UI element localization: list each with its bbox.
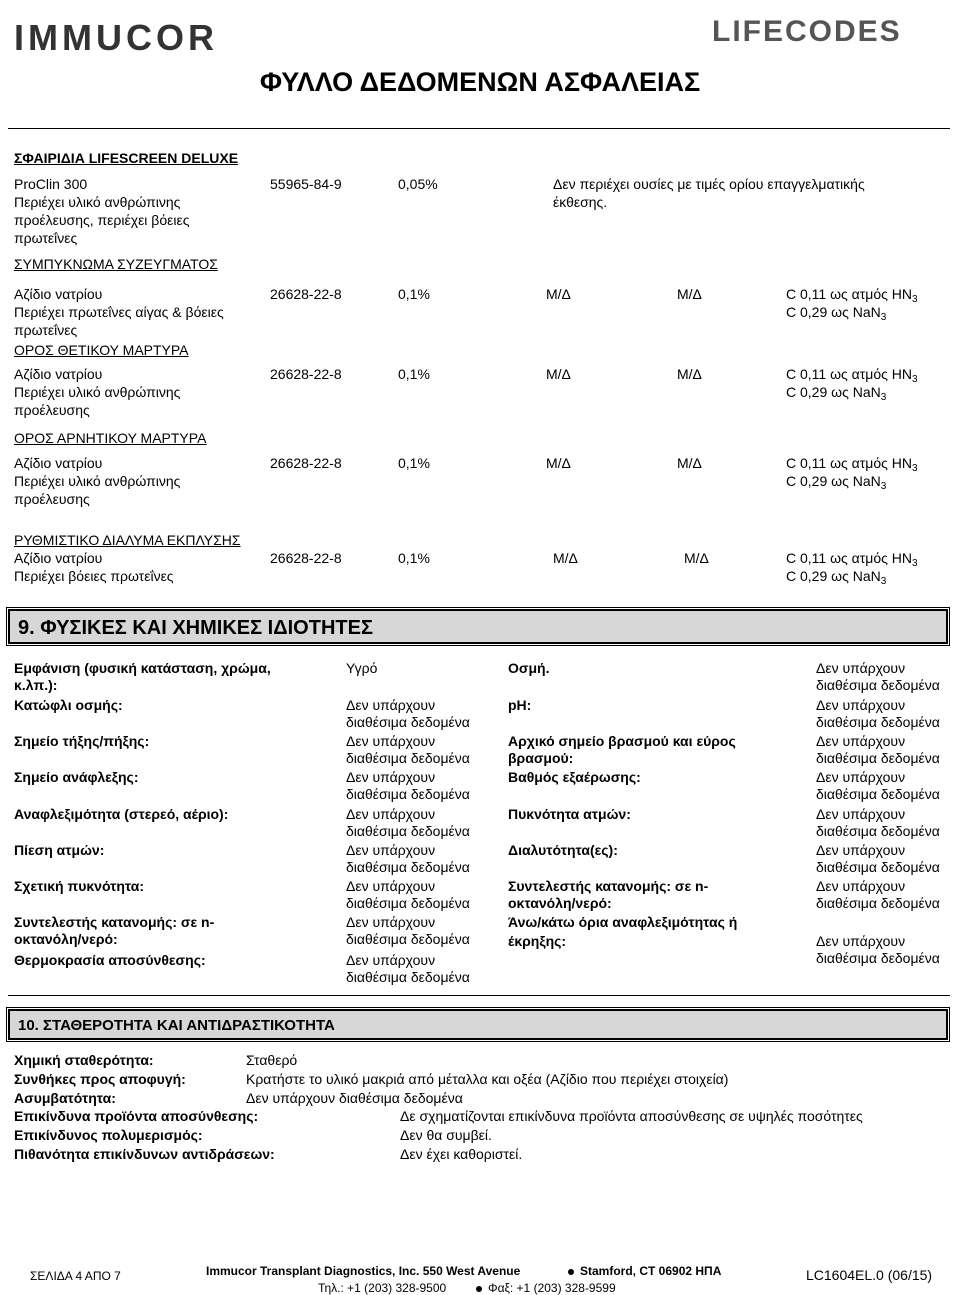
avoid-value: Κρατήστε το υλικό μακριά από μέταλλα και οξέα (Αζίδιο που περιέχει στοιχεία) [246, 1071, 729, 1087]
neg-control-title: ΟΡΟΣ ΑΡΝΗΤΙΚΟΥ ΜΑΡΤΥΡΑ [14, 430, 207, 446]
wash-nd: Μ/Δ [684, 550, 709, 566]
conjugate-title: ΣΥΜΠΥΚΝΩΜΑ ΣΥΖΕΥΓΜΑΤΟΣ [14, 256, 218, 272]
pos-desc: προέλευσης [14, 402, 90, 418]
nd-value: διαθέσιμα δεδομένα [816, 750, 940, 766]
flash-point-label: Σημείο ανάφλεξης: [14, 769, 139, 785]
header-rule [8, 128, 950, 129]
pos-cas: 26628-22-8 [270, 366, 342, 382]
section-9-title: 9. ΦΥΣΙΚΕΣ ΚΑΙ ΧΗΜΙΚΕΣ ΙΔΙΟΤΗΤΕΣ [18, 617, 373, 639]
conjugate-cas: 26628-22-8 [270, 286, 342, 302]
nd-value: Δεν υπάρχουν [346, 806, 436, 822]
nd-value: Δεν υπάρχουν [816, 733, 906, 749]
spheres-title: ΣΦΑΙΡΙΔΙΑ LIFESCREEN DELUXE [14, 150, 239, 166]
proclin-name: ProClin 300 [14, 176, 88, 192]
nd-value: Δεν υπάρχουν [816, 697, 906, 713]
proclin-desc: πρωτεΐνες [14, 230, 78, 246]
odor-threshold-label: Κατώφλι οσμής: [14, 697, 123, 713]
nd-value: Δεν υπάρχουν [346, 842, 436, 858]
flammability-label: Αναφλεξιμότητα (στερεό, αέριο): [14, 806, 229, 822]
nd-value: διαθέσιμα δεδομένα [346, 823, 470, 839]
nd-value: διαθέσιμα δεδομένα [816, 677, 940, 693]
reactions-value: Δεν έχει καθοριστεί. [400, 1146, 523, 1162]
nd-value: διαθέσιμα δεδομένα [816, 714, 940, 730]
odor-label: Οσμή. [508, 660, 550, 676]
nd-value: διαθέσιμα δεδομένα [816, 786, 940, 802]
appearance-value: Υγρό [346, 660, 378, 676]
vapour-pressure-label: Πίεση ατμών: [14, 842, 105, 858]
nd-value: διαθέσιμα δεδομένα [816, 895, 940, 911]
pos-limit: C 0,11 ως ατμός $HN_3$ [786, 366, 918, 385]
wash-nd: Μ/Δ [553, 550, 578, 566]
wash-name: Αζίδιο νατρίου [14, 550, 103, 566]
neg-conc: 0,1% [398, 455, 430, 471]
nd-value: διαθέσιμα δεδομένα [816, 823, 940, 839]
melting-point-label: Σημείο τήξης/πήξης: [14, 733, 150, 749]
incompatibility-label: Ασυμβατότητα: [14, 1090, 116, 1106]
partition-label-2: οκτανόλη/νερό: [508, 895, 612, 911]
wash-desc: Περιέχει βόειες πρωτεΐνες [14, 568, 174, 584]
lifecodes-logo-text: LIFECODES [712, 15, 902, 44]
ph-label: pH: [508, 697, 532, 713]
nd-value: Δεν υπάρχουν [816, 806, 906, 822]
nd-value: διαθέσιμα δεδομένα [346, 786, 470, 802]
neg-limit: C 0,11 ως ατμός $HN_3$ [786, 455, 918, 474]
nd-value: διαθέσιμα δεδομένα [346, 931, 470, 947]
decomposition-label: Θερμοκρασία αποσύνθεσης: [14, 952, 206, 968]
footer-city: Stamford, CT 06902 ΗΠΑ [580, 1264, 722, 1278]
pos-name: Αζίδιο νατρίου [14, 366, 103, 382]
bullet-icon [476, 1286, 482, 1292]
conjugate-nd: Μ/Δ [546, 286, 571, 302]
nd-value: διαθέσιμα δεδομένα [816, 859, 940, 875]
wash-conc: 0,1% [398, 550, 430, 566]
conjugate-limit: C 0,29 ως NaN$_3$ [786, 304, 887, 323]
proclin-note: Δεν περιέχει ουσίες με τιμές ορίου επαγγελματικής [553, 176, 865, 192]
decomposition-products-label: Επικίνδυνα προϊόντα αποσύνθεσης: [14, 1108, 259, 1124]
neg-cas: 26628-22-8 [270, 455, 342, 471]
pos-desc: Περιέχει υλικό ανθρώπινης [14, 384, 181, 400]
nd-value: διαθέσιμα δεδομένα [346, 859, 470, 875]
appearance-label: Εμφάνιση (φυσική κατάσταση, χρώμα, [14, 660, 271, 676]
nd-value: Δεν υπάρχουν [346, 878, 436, 894]
nd-value: διαθέσιμα δεδομένα [346, 714, 470, 730]
pos-conc: 0,1% [398, 366, 430, 382]
proclin-desc: προέλευσης, περιέχει βόειες [14, 212, 190, 228]
neg-desc: Περιέχει υλικό ανθρώπινης [14, 473, 181, 489]
nd-value: Δεν υπάρχουν [816, 769, 906, 785]
nd-value: Δεν υπάρχουν [346, 697, 436, 713]
nd-value: Δεν υπάρχουν [346, 769, 436, 785]
proclin-desc: Περιέχει υλικό ανθρώπινης [14, 194, 181, 210]
wash-limit: C 0,11 ως ατμός $HN_3$ [786, 550, 918, 569]
boiling-point-label: Αρχικό σημείο βρασμού και εύρος [508, 733, 736, 749]
proclin-cas: 55965-84-9 [270, 176, 342, 192]
avoid-label: Συνθήκες προς αποφυγή: [14, 1071, 186, 1087]
evaporation-label: Βαθμός εξαέρωσης: [508, 769, 641, 785]
neg-limit: C 0,29 ως NaN$_3$ [786, 473, 887, 492]
bullet-icon [568, 1269, 574, 1275]
decomposition-products-value: Δε σχηματίζονται επικίνδυνα προϊόντα αποσύνθεσης σε υψηλές ποσότητες [400, 1108, 863, 1124]
proclin-note: έκθεσης. [553, 194, 608, 210]
conjugate-conc: 0,1% [398, 286, 430, 302]
footer-fax: Φαξ: +1 (203) 328-9599 [488, 1281, 616, 1295]
nd-value: Δεν υπάρχουν [816, 660, 906, 676]
polymerization-value: Δεν θα συμβεί. [400, 1127, 492, 1143]
stability-value: Σταθερό [246, 1052, 298, 1068]
conjugate-limit: C 0,11 ως ατμός $HN_3$ [786, 286, 918, 305]
wash-buffer-title: ΡΥΘΜΙΣΤΙΚΟ ΔΙΑΛΥΜΑ ΕΚΠΛΥΣΗΣ [14, 532, 241, 548]
explosive-limits-label: έκρηξης: [508, 933, 567, 949]
partition-label-2: Συντελεστής κατανομής: σε n- [508, 878, 709, 894]
neg-desc: προέλευσης [14, 491, 90, 507]
relative-density-label: Σχετική πυκνότητα: [14, 878, 145, 894]
page-number: ΣΕΛΙΔΑ 4 ΑΠΟ 7 [30, 1269, 121, 1283]
conjugate-desc: πρωτεΐνες [14, 322, 78, 338]
nd-value: διαθέσιμα δεδομένα [816, 950, 940, 966]
section-10-title: 10. ΣΤΑΘΕΡΟΤΗΤΑ ΚΑΙ ΑΝΤΙΔΡΑΣΤΙΚΟΤΗΤΑ [18, 1017, 335, 1034]
nd-value: διαθέσιμα δεδομένα [346, 895, 470, 911]
section-rule [8, 995, 950, 996]
vapour-density-label: Πυκνότητα ατμών: [508, 806, 631, 822]
nd-value: διαθέσιμα δεδομένα [346, 969, 470, 985]
nd-value: Δεν υπάρχουν [346, 952, 436, 968]
incompatibility-value: Δεν υπάρχουν διαθέσιμα δεδομένα [246, 1090, 463, 1106]
pos-control-title: ΟΡΟΣ ΘΕΤΙΚΟΥ ΜΑΡΤΥΡΑ [14, 342, 189, 358]
document-title: ΦΥΛΛΟ ΔΕΔΟΜΕΝΩΝ ΑΣΦΑΛΕΙΑΣ [259, 67, 701, 97]
section-9-header [8, 609, 948, 644]
appearance-label: κ.λπ.): [14, 677, 58, 693]
conjugate-name: Αζίδιο νατρίου [14, 286, 103, 302]
wash-limit: C 0,29 ως NaN$_3$ [786, 568, 887, 587]
boiling-point-label: βρασμού: [508, 750, 574, 766]
pos-nd: Μ/Δ [546, 366, 571, 382]
immucor-logo-text: IMMUCOR [14, 17, 214, 54]
conjugate-nd: Μ/Δ [677, 286, 702, 302]
nd-value: Δεν υπάρχουν [816, 842, 906, 858]
nd-value: Δεν υπάρχουν [816, 933, 906, 949]
polymerization-label: Επικίνδυνος πολυμερισμός: [14, 1127, 203, 1143]
conjugate-desc: Περιέχει πρωτεΐνες αίγας & βόειες [14, 304, 224, 320]
neg-nd: Μ/Δ [546, 455, 571, 471]
explosive-limits-label: Άνω/κάτω όρια αναφλεξιμότητας ή [508, 914, 738, 930]
nd-value: διαθέσιμα δεδομένα [346, 750, 470, 766]
partition-label: Συντελεστής κατανομής: σε n- [14, 914, 215, 930]
footer-phone: Τηλ.: +1 (203) 328-9500 [318, 1281, 447, 1295]
nd-value: Δεν υπάρχουν [346, 733, 436, 749]
solubility-label: Διαλυτότητα(ες): [508, 842, 618, 858]
nd-value: Δεν υπάρχουν [816, 878, 906, 894]
stability-label: Χημική σταθερότητα: [14, 1052, 154, 1068]
reactions-label: Πιθανότητα επικίνδυνων αντιδράσεων: [14, 1146, 275, 1162]
nd-value: Δεν υπάρχουν [346, 914, 436, 930]
neg-name: Αζίδιο νατρίου [14, 455, 103, 471]
neg-nd: Μ/Δ [677, 455, 702, 471]
lifecodes-logo [712, 14, 948, 44]
section-10-header [8, 1009, 948, 1040]
document-code: LC1604EL.0 (06/15) [806, 1267, 933, 1283]
footer-company: Immucor Transplant Diagnostics, Inc. 550 West Avenue [206, 1264, 521, 1278]
wash-cas: 26628-22-8 [270, 550, 342, 566]
proclin-conc: 0,05% [398, 176, 438, 192]
immucor-logo [14, 14, 214, 54]
partition-label: οκτανόλη/νερό: [14, 931, 118, 947]
pos-nd: Μ/Δ [677, 366, 702, 382]
pos-limit: C 0,29 ως NaN$_3$ [786, 384, 887, 403]
